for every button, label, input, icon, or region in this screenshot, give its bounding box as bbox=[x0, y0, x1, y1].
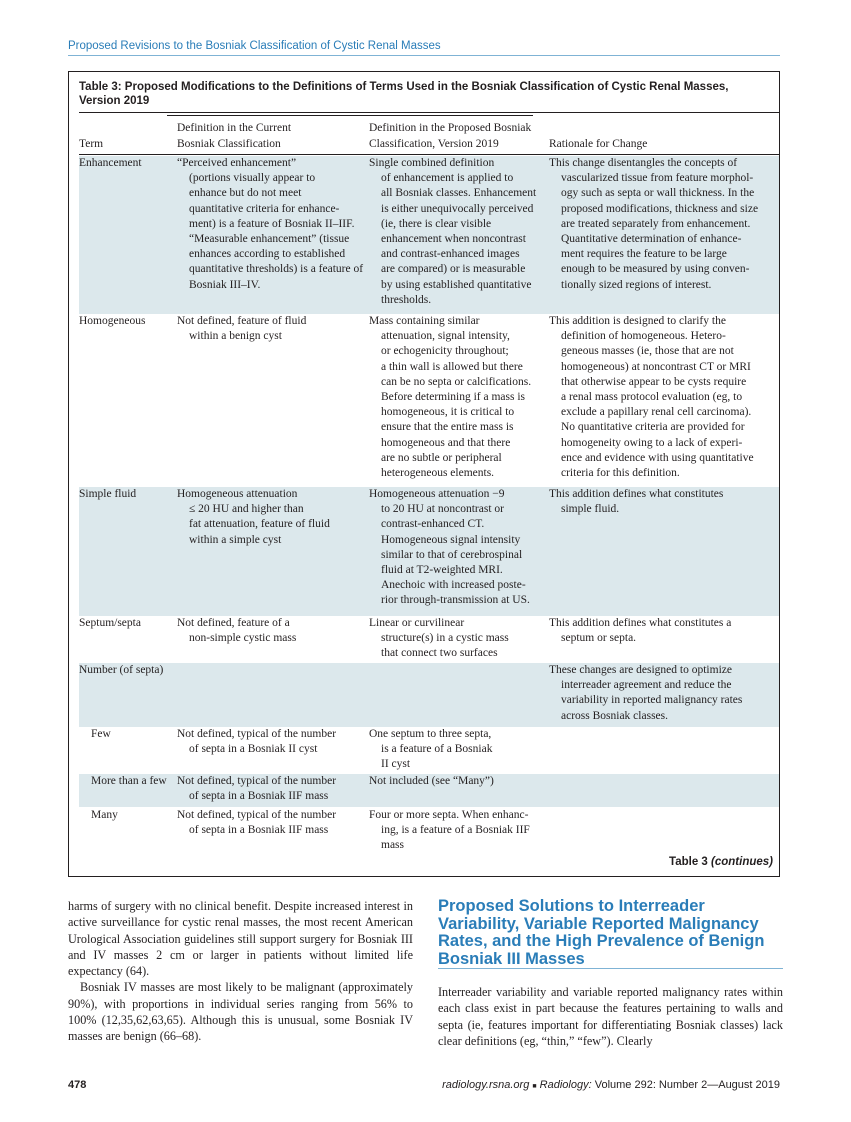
table-row-simple-fluid bbox=[79, 487, 779, 616]
cell-term: More than a few bbox=[91, 775, 167, 787]
body-paragraph: Interreader variability and variable reported malignancy rates within each class exist in part because the features pertaining to walls and septa (ie, features important for differentiating Bosniak classes) lack clear definitions (eg, “thin,” “few”). Clearly bbox=[438, 985, 783, 1048]
cell-rationale: This addition is designed to clarify the definition of homogeneous. Hetero- geneous masses (ie, those that are not homogeneous) at noncontrast CT or MRI that otherwise appear to be cysts require a renal mass protocol evaluation (eg, to exclude a papillary renal cell carcinoma). No quantitative criteria are provided for homogeneity owing to a lack of experi- ence and evidence with using quantitative criteria for this definition. bbox=[549, 315, 754, 480]
cell-term: Number (of septa) bbox=[79, 664, 164, 676]
cell-proposed: Single combined definition of enhancement is applied to all Bosniak classes. Enhancement is either unequivocally perceived (ie, there is clear visible enhancement when noncontrast and contrast-enhanced images are compared) or is measurable by using established quantitative thresholds. bbox=[369, 157, 537, 306]
cell-current: Not defined, typical of the number of septa in a Bosniak II cyst bbox=[177, 728, 337, 756]
table-3 bbox=[68, 71, 780, 877]
table-row-number-of-septa bbox=[79, 663, 779, 727]
cell-proposed: Mass containing similar attenuation, signal intensity, or echogenicity throughout; a thin wall is allowed but there can be no septa or calcifications. Before determining if a mass is homogeneous, it is critical to ensure that the entire mass is homogeneous and that there are no subtle or peripheral heterogeneous elements. bbox=[369, 315, 532, 480]
table-row-many bbox=[79, 808, 779, 855]
table-header-rule bbox=[79, 154, 779, 155]
footer-site: radiology.rsna.org bbox=[442, 1079, 530, 1091]
cell-current: Not defined, typical of the number of septa in a Bosniak IIF mass bbox=[177, 775, 337, 803]
cell-current: Not defined, feature of a non-simple cystic mass bbox=[177, 617, 297, 645]
cell-term: Many bbox=[91, 809, 118, 821]
table-row-enhancement bbox=[79, 156, 779, 314]
footer-journal bbox=[442, 1079, 780, 1091]
cell-rationale: These changes are designed to optimize interreader agreement and reduce the variability in reported malignancy rates across Bosniak classes. bbox=[549, 664, 743, 722]
table-row-more-than-a-few bbox=[79, 774, 779, 807]
footer-journal-name: Radiology: bbox=[539, 1079, 592, 1091]
header-rationale: Rationale for Change bbox=[549, 138, 648, 150]
header-proposed: Definition in the Proposed Bosniak Classification, Version 2019 bbox=[369, 122, 532, 150]
body-paragraph: harms of surgery with no clinical benefit. Despite increased interest in active surveillance for cystic renal masses, the most recent American Urological Association guidelines still support surgery for Bosniak III and IV masses 2 cm or larger in patients without limited life expectancy (64). bbox=[68, 899, 413, 979]
running-head-rule bbox=[68, 55, 780, 56]
table-group-rule bbox=[167, 115, 533, 116]
cell-term: Few bbox=[91, 728, 111, 740]
body-left-column bbox=[68, 898, 413, 1045]
section-heading-rule bbox=[438, 968, 783, 969]
cell-current: “Perceived enhancement” (portions visually appear to enhance but do not meet quantitative criteria for enhance- ment) is a feature of Bosniak II–IIF. “Measurable enhancement” (tissue enhances according to established quantitative thresholds) is a feature of Bosniak III–IV. bbox=[177, 157, 364, 291]
table-title: Table 3: Proposed Modifications to the Definitions of Terms Used in the Bosniak Classification of Cystic Renal Masses, Version 2019 bbox=[79, 81, 729, 107]
cell-proposed: Homogeneous attenuation −9 to 20 HU at noncontrast or contrast-enhanced CT. Homogeneous signal intensity similar to that of cerebrospinal fluid at T2-weighted MRI. Anechoic with increased poste- rior through-transmission at US. bbox=[369, 488, 530, 607]
cell-term: Homogeneous bbox=[79, 315, 146, 327]
table-row-homogeneous bbox=[79, 314, 779, 487]
continues-label: Table 3 bbox=[669, 856, 708, 868]
page-number: 478 bbox=[68, 1079, 87, 1091]
table-top-rule bbox=[79, 112, 779, 113]
cell-current: Not defined, feature of fluid within a benign cyst bbox=[177, 315, 307, 343]
footer-volume: Volume 292: Number 2—August 2019 bbox=[594, 1079, 780, 1091]
cell-current: Not defined, typical of the number of septa in a Bosniak IIF mass bbox=[177, 809, 337, 837]
cell-proposed: Not included (see “Many”) bbox=[369, 775, 494, 787]
footer-bullet: ■ bbox=[532, 1083, 537, 1090]
body-paragraph: Bosniak IV masses are most likely to be malignant (approximately 90%), with proportions in individual series ranging from 56% to 100% (12,35,62,63,65). Although this is unusual, some Bosniak IV masses are benign (66–68). bbox=[68, 980, 413, 1044]
header-current: Definition in the Current Bosniak Classification bbox=[177, 122, 292, 150]
cell-proposed: Linear or curvilinear structure(s) in a cystic mass that connect two surfaces bbox=[369, 617, 509, 660]
cell-term: Enhancement bbox=[79, 157, 142, 169]
header-term: Term bbox=[79, 138, 104, 150]
table-continues-note bbox=[669, 856, 773, 868]
cell-proposed: Four or more septa. When enhanc- ing, is a feature of a Bosniak IIF mass bbox=[369, 809, 530, 852]
table-row-few bbox=[79, 727, 779, 774]
body-right-column bbox=[438, 984, 783, 1049]
cell-rationale: This addition defines what constitutes a septum or septa. bbox=[549, 617, 732, 645]
cell-rationale: This change disentangles the concepts of vascularized tissue from feature morphol- ogy such as septa or wall thickness. In the proposed modifications, thickness and size are treated separately from enhancement. Quantitative determination of enhance- ment requires the feature to be large enough to be measured by using conven- tionally sized regions of interest. bbox=[549, 157, 759, 291]
cell-term: Simple fluid bbox=[79, 488, 137, 500]
cell-rationale: This addition defines what constitutes simple fluid. bbox=[549, 488, 724, 516]
cell-current: Homogeneous attenuation ≤ 20 HU and higher than fat attenuation, feature of fluid within a simple cyst bbox=[177, 488, 330, 546]
cell-term: Septum/septa bbox=[79, 617, 141, 629]
running-head: Proposed Revisions to the Bosniak Classification of Cystic Renal Masses bbox=[68, 40, 441, 52]
cell-proposed: One septum to three septa, is a feature of a Bosniak II cyst bbox=[369, 728, 493, 771]
section-heading: Proposed Solutions to Interreader Variability, Variable Reported Malignancy Rates, and the High Prevalence of Benign Bosniak III Masses bbox=[438, 897, 765, 968]
continues-word: (continues) bbox=[711, 856, 773, 868]
table-row-septum bbox=[79, 616, 779, 663]
